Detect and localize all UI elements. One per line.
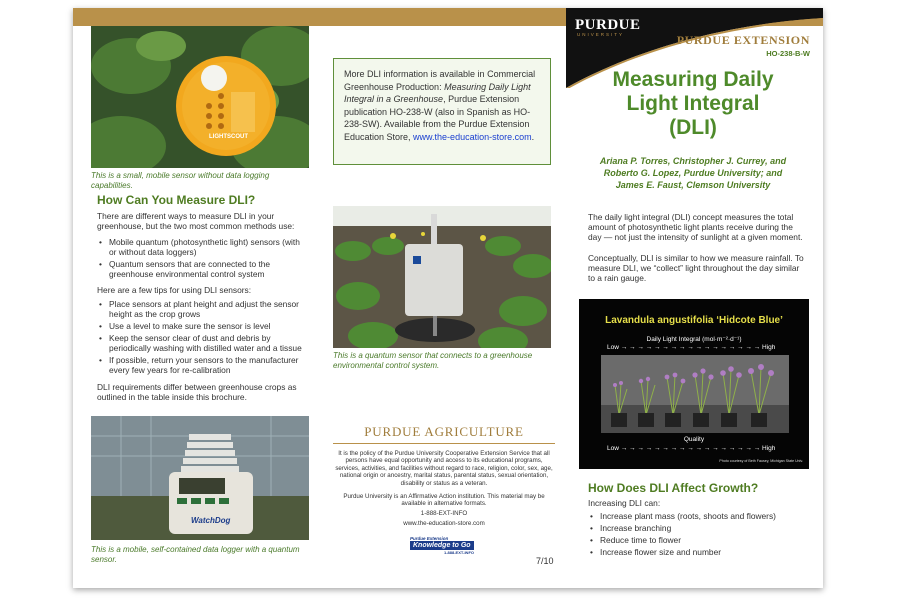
phone-number: 1-888-EXT-INFO	[420, 510, 468, 517]
list-item: • Increase plant mass (roots, shoots and flowers)	[588, 511, 810, 521]
purdue-logo-sub: UNIVERSITY	[577, 32, 625, 37]
more-info-box: More DLI information is available in Commercial Greenhouse Production: Measuring Daily Light Integral in a Greenhouse, Purdue Extension publication HO-238-W (also in Spanish as HO-238-SW). Available from the Purdue Extension Education Store, www.the-education-store.com.	[333, 58, 551, 165]
page-title: Measuring Daily Light Integral (DLI)	[612, 68, 774, 139]
publication-code: HO-238-B-W	[766, 49, 810, 58]
measure-heading: How Can You Measure DLI?	[97, 193, 256, 207]
brand-divider	[333, 443, 555, 444]
quantum-sensor-photo	[333, 206, 551, 348]
list-item: • Keep the sensor clear of dust and debris by periodically washing with distilled water and a tissue	[97, 333, 303, 353]
dli-arrow-scale: Low → → → → → → → → → → → → → → → → → High	[607, 344, 776, 351]
list-item: • Reduce time to flower	[588, 535, 810, 545]
lightscout-sensor-photo	[91, 26, 309, 168]
list-item: • Mobile quantum (photosynthetic light) sensors (with or without data loggers)	[97, 237, 303, 257]
purdue-extension-brand: PURDUE EXTENSION	[676, 33, 810, 47]
intro-paragraph-2: Conceptually, DLI is similar to how we measure rainfall. To measure DLI, we “collect” light throughout the day similar to a rain gauge.	[588, 253, 804, 283]
growth-lead: Increasing DLI can:	[588, 498, 661, 508]
page-number: 7/10	[536, 556, 554, 566]
quality-arrow-scale: Low → → → → → → → → → → → → → → → → → High	[607, 445, 776, 452]
caption-mobile-sensor: This is a small, mobile sensor without data logging capabilities.	[91, 171, 270, 190]
measure-intro: There are different ways to measure DLI in your greenhouse, but the two most common methods use:	[97, 211, 295, 231]
growth-list	[588, 511, 810, 559]
watchdog-label: WatchDog	[191, 516, 231, 525]
figure-title: Lavandula angustifolia ‘Hidcote Blue’	[605, 315, 783, 326]
list-item: • Increase flower size and number	[588, 547, 810, 557]
list-item: • Increase branching	[588, 523, 810, 533]
lavender-dli-figure	[579, 299, 809, 469]
list-item: • If possible, return your sensors to the manufacturer every few years for re-calibration	[97, 355, 303, 375]
website: www.the-education-store.com	[403, 520, 485, 527]
growth-heading: How Does DLI Affect Growth?	[588, 481, 759, 495]
lavender-plants-photo	[601, 355, 789, 433]
equal-opportunity-policy: It is the policy of the Purdue University Cooperative Extension Service that all persons have equal opportunity and access to its educational programs, services, activities, and facilities without regard to race, religion, color, sex, age, national origin or ancestry, marital status, parental status, sexual orientation, disability or status as a veteran.	[335, 450, 553, 487]
photo-credit: Photo courtesy of Beth Fausey, Michigan State Univ.	[719, 459, 803, 463]
tips-intro: Here are a few tips for using DLI sensors:	[97, 285, 252, 295]
caption-data-logger: This is a mobile, self-contained data logger with a quantum sensor.	[91, 545, 300, 564]
watchdog-logger-photo	[91, 416, 309, 540]
affirmative-action-note: Purdue University is an Affirmative Action institution. This material may be available in alternative formats.	[343, 493, 545, 508]
caption-quantum-sensor: This is a quantum sensor that connects to a greenhouse environmental control system.	[333, 351, 533, 370]
intro-paragraph-1: The daily light integral (DLI) concept measures the total amount of photosynthetic light plants receive during the day — not just the intensity of sunlight at a given moment.	[588, 212, 803, 242]
list-item: • Quantum sensors that are connected to the greenhouse environmental control system	[97, 259, 303, 279]
methods-list	[97, 237, 303, 281]
purdue-logo: PURDUE	[575, 17, 641, 33]
list-item: • Place sensors at plant height and adjust the sensor height as the crop grows	[97, 299, 303, 319]
tips-list	[97, 299, 303, 377]
authors: Ariana P. Torres, Christopher J. Currey, and Roberto G. Lopez, Purdue University; and James E. Faust, Clemson University	[599, 156, 787, 190]
purdue-agriculture-brand: PURDUE AGRICULTURE	[364, 424, 524, 439]
dli-label: Daily Light Integral (mol·m⁻²·d⁻¹)	[646, 336, 742, 343]
quality-label: Quality	[683, 436, 705, 443]
lightscout-label: LIGHTSCOUT	[209, 134, 248, 140]
education-store-link[interactable]: www.the-education-store.com	[413, 131, 532, 142]
requirements-paragraph: DLI requirements differ between greenhouse crops as outlined in the table inside this brochure.	[97, 382, 297, 402]
knowledge-to-go-logo: Purdue Extension Knowledge to Go 1-888-EXT-INFO	[410, 536, 474, 555]
list-item: • Use a level to make sure the sensor is level	[97, 321, 303, 331]
